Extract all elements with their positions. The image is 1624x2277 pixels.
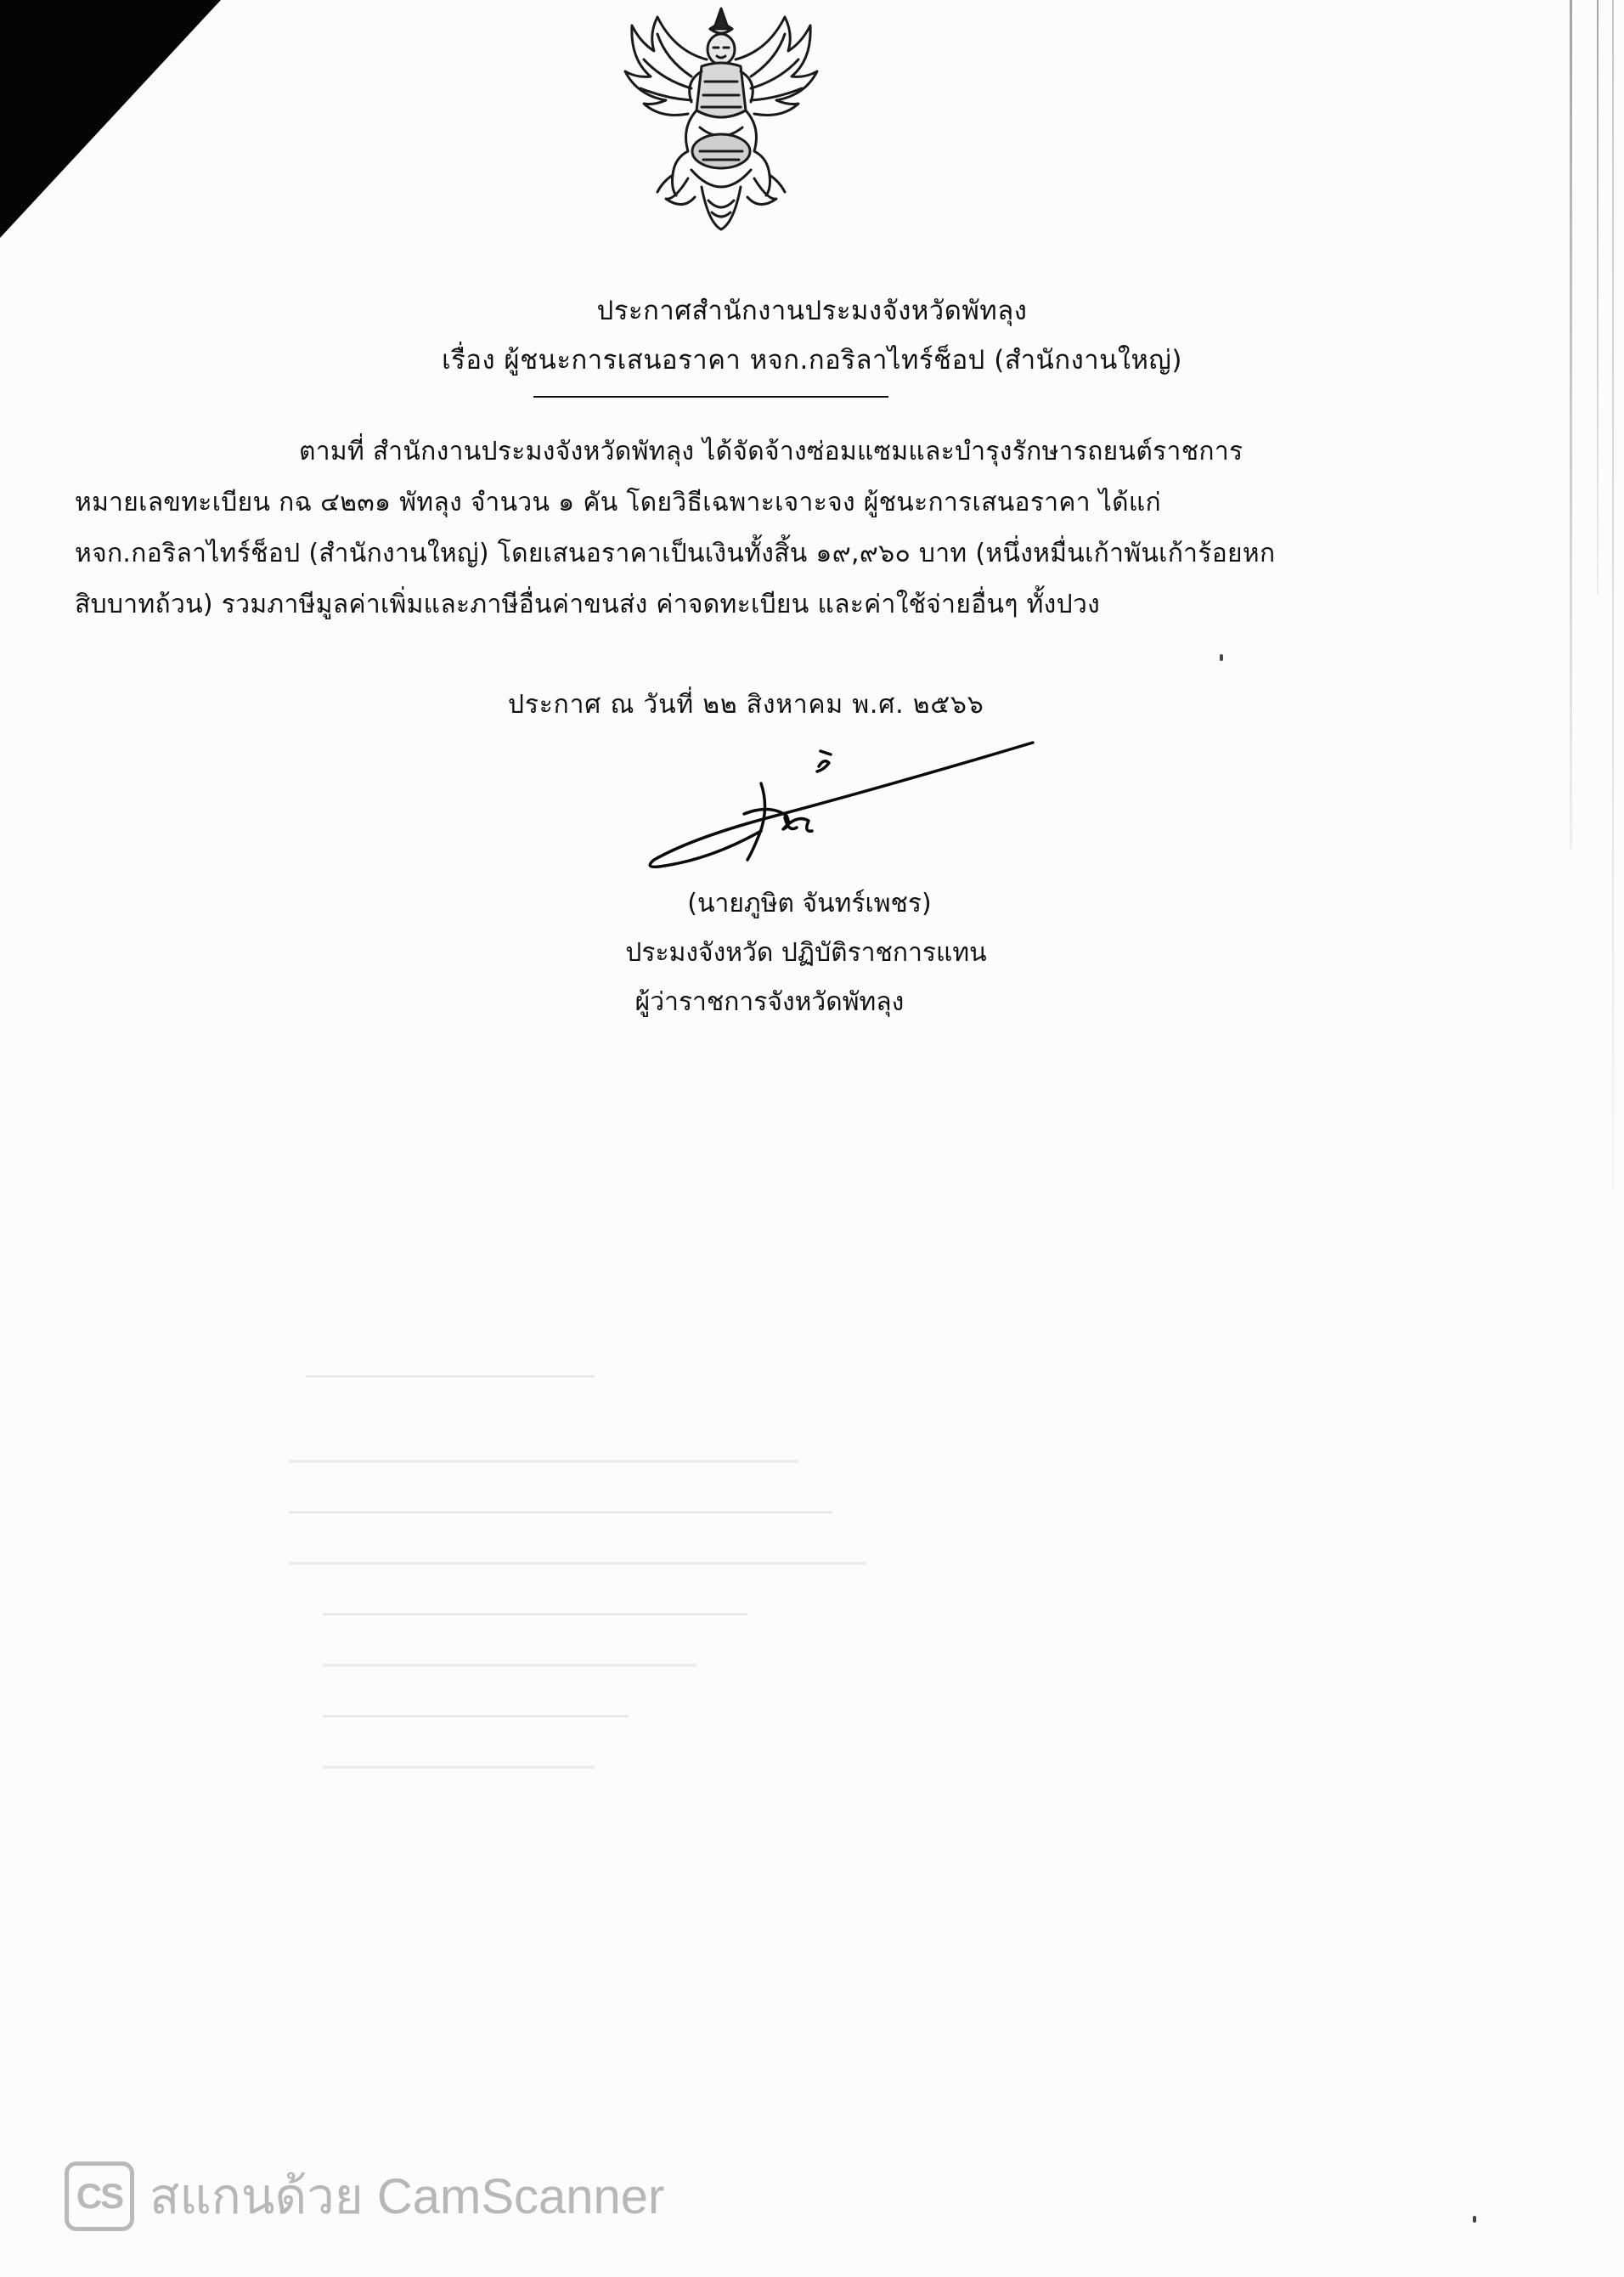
body-paragraph-line: หมายเลขทะเบียน กฉ ๔๒๓๑ พัทลุง จำนวน ๑ คัน โดยวิธีเฉพาะเจาะจง ผู้ชนะการเสนอราคา ได้แก่ [75,488,1162,517]
scan-speck [1473,2216,1476,2223]
scan-edge-line [1612,0,1614,1189]
announcement-subject: เรื่อง ผู้ชนะการเสนอราคา หจก.กอริลาไทร์ช็อป (สำนักงานใหญ่) [442,345,1182,376]
body-paragraph-line: สิบบาทถ้วน) รวมภาษีมูลค่าเพิ่มและภาษีอื่นค่าขนส่ง ค่าจดทะเบียน และค่าใช้จ่ายอื่นๆ ทั้งปวง [75,590,1101,619]
scan-corner-shadow [0,0,221,238]
watermark-text: สแกนด้วย CamScanner [149,2169,665,2224]
title-divider [533,396,888,398]
signatory-name: (นายภูษิต จันทร์เพชร) [687,889,932,918]
garuda-emblem-icon [606,0,836,236]
camscanner-logo-icon: CS [65,2161,134,2231]
scan-edge-line [1570,0,1572,850]
signatory-position: ประมงจังหวัด ปฏิบัติราชการแทน [625,938,987,968]
body-paragraph-line: หจก.กอริลาไทร์ช็อป (สำนักงานใหญ่) โดยเสนอราคาเป็นเงินทั้งสิ้น ๑๙,๙๖๐ บาท (หนึ่งหมื่นเก้าพันเก้าร้อยหก [75,539,1276,568]
announcement-title: ประกาศสำนักงานประมงจังหวัดพัทลุง [596,296,1028,326]
camscanner-watermark [65,2156,664,2235]
announcement-date: ประกาศ ณ วันที่ ๒๒ สิงหาคม พ.ศ. ๒๕๖๖ [508,690,984,720]
bleed-through-text [272,1342,1036,1818]
scan-speck [1220,654,1223,661]
handwritten-signature [642,732,1041,877]
signatory-position-secondary: ผู้ว่าราชการจังหวัดพัทลุง [634,987,905,1017]
body-paragraph-line: ตามที่ สำนักงานประมงจังหวัดพัทลุง ได้จัดจ้างซ่อมแซมและบำรุงรักษารถยนต์ราชการ [299,437,1243,466]
